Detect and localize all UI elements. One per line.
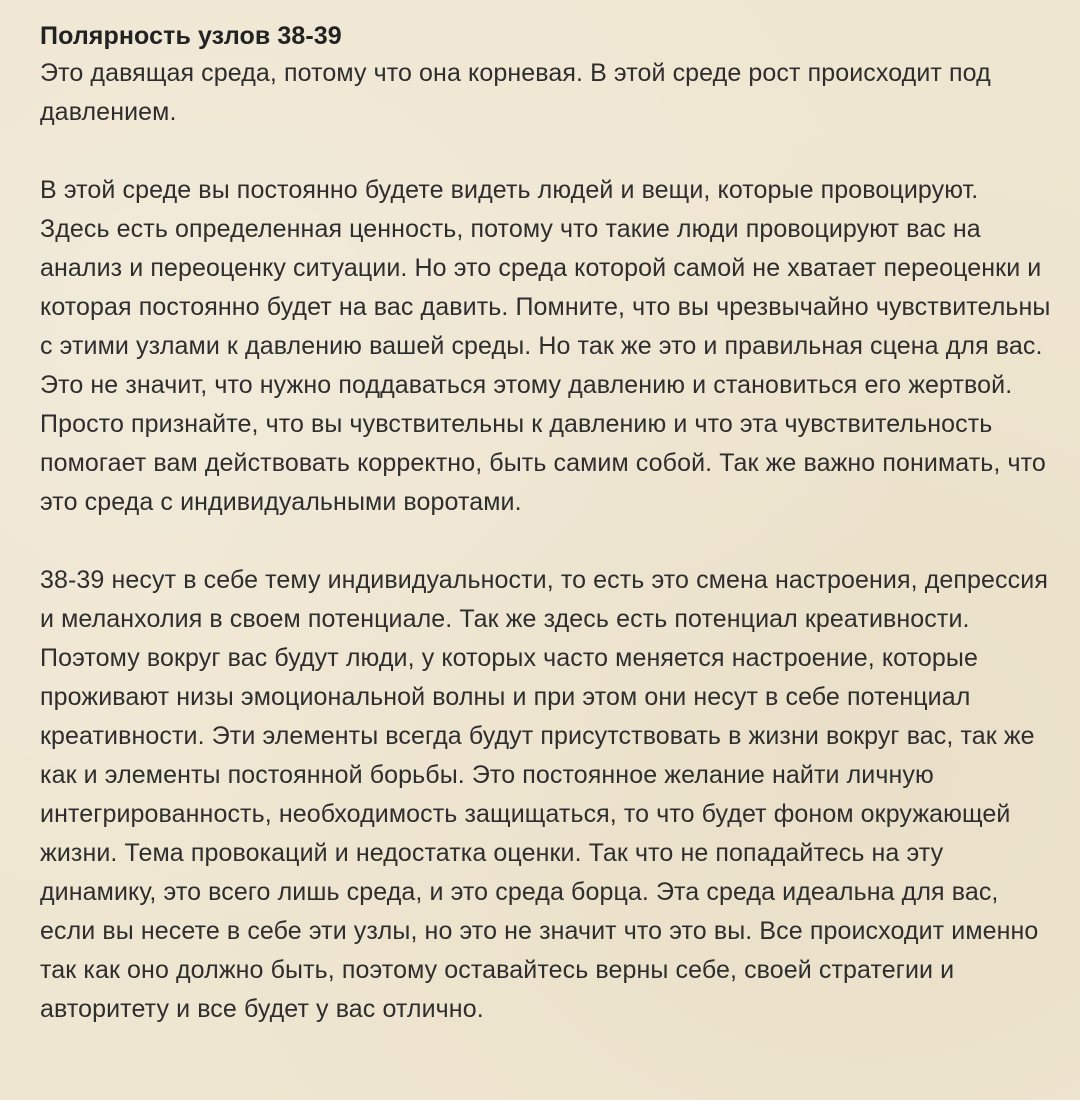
article-title: Полярность узлов 38-39 — [40, 22, 342, 50]
paragraph-individuality: 38-39 несут в себе тему индивидуальности, то есть это смена настроения, депрессия и меланхолия в своем потенциале. Так же здесь есть потенциал креативности. Поэтому вокруг вас будут люди, у которых часто меняется настроение, которые проживают низы эмоциональной волны и при этом они несут в себе потенциал креативности. Эти элементы всегда будут присутствовать в жизни вокруг вас, так же как и элементы постоянной борьбы. Это постоянное желание найти личную интегрированность, необходимость защищаться, то что будет фоном окружающей жизни. Тема провокаций и недостатка оценки. Так что не попадайтесь на эту динамику, это всего лишь среда, и это среда борца. Эта среда идеальна для вас, если вы несете в себе эти узлы, но это не значит что это вы. Все происходит именно так как оно должно быть, поэтому оставайтесь верны себе, своей стратегии и авторитету и все будет у вас отлично. — [40, 566, 1048, 1023]
paragraph-spacer — [40, 132, 1052, 171]
paragraph-intro: Это давящая среда, потому что она корневая. В этой среде рост происходит под давлением. — [40, 59, 991, 126]
paragraph-environment: В этой среде вы постоянно будете видеть людей и вещи, которые провоцируют. Здесь есть определенная ценность, потому что такие люди провоцируют вас на анализ и переоценку ситуации. Но это среда которой самой не хватает переоценки и которая постоянно будет на вас давить. Помните, что вы чрезвычайно чувствительны с этими узлами к давлению вашей среды. Но так же это и правильная сцена для вас. Это не значит, что нужно поддаваться этому давлению и становиться его жертвой. Просто признайте, что вы чувствительны к давлению и что эта чувствительность помогает вам действовать корректно, быть самим собой. Так же важно понимать, что это среда с индивидуальными воротами. — [40, 176, 1051, 516]
paragraph-spacer — [40, 522, 1052, 561]
